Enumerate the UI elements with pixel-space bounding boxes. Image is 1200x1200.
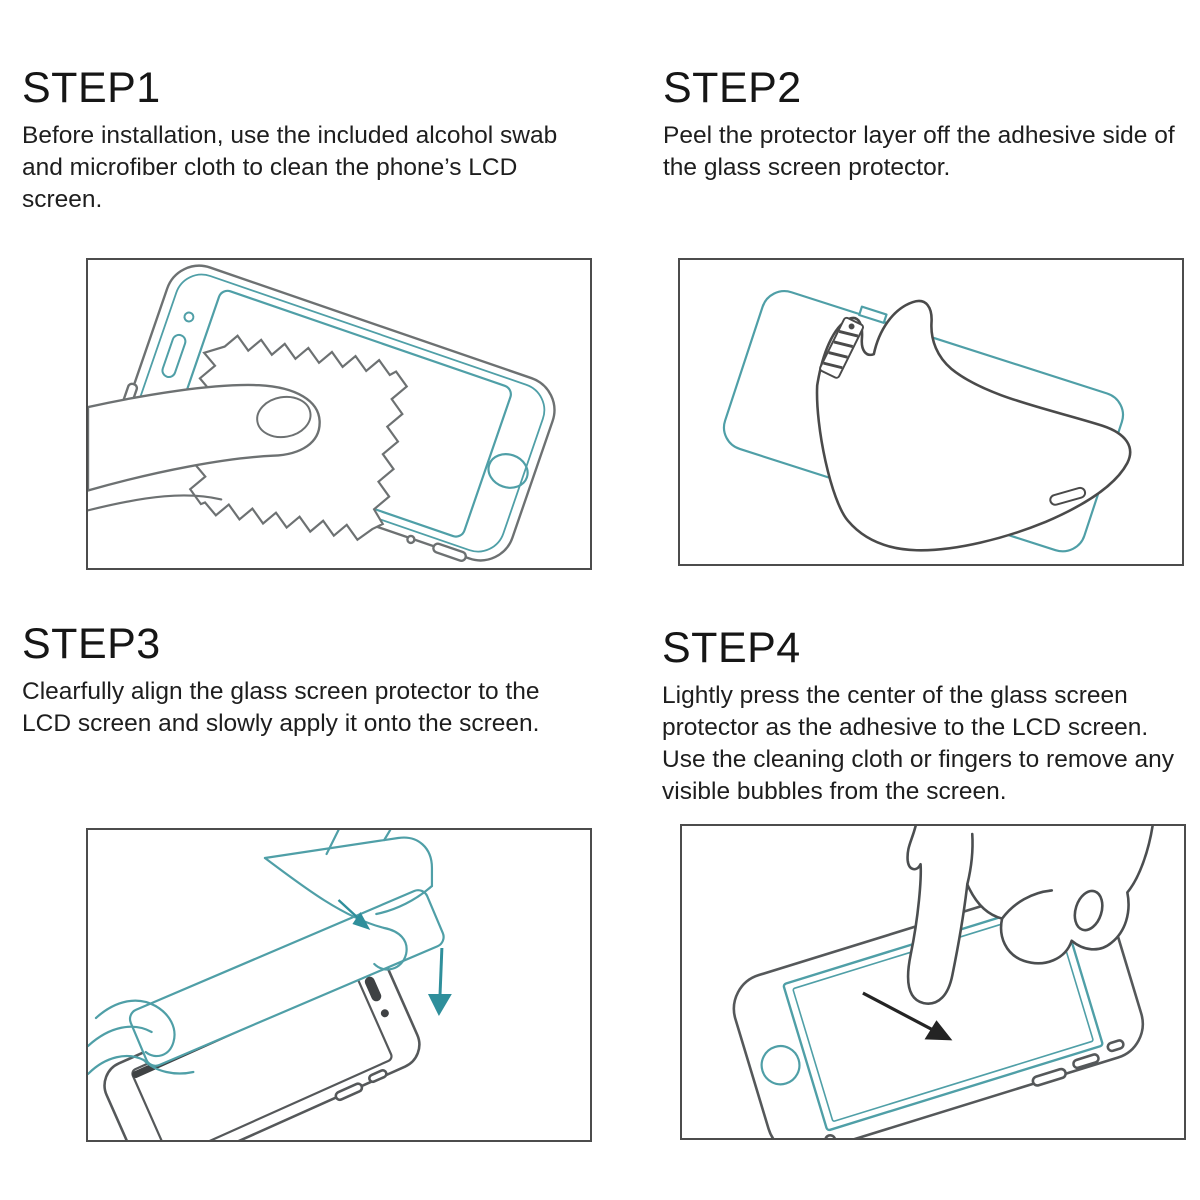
protector-film: [817, 301, 1130, 550]
speaker-cutout: [859, 307, 886, 323]
step4-title: STEP4: [662, 624, 801, 672]
step4-section: [662, 626, 1196, 808]
mic-dot: [406, 535, 415, 544]
step1-section: [22, 66, 574, 216]
step1-description: Before installation, use the included alcohol swab and microfiber cloth to clean the phone’s LCD screen.: [22, 122, 558, 214]
step1-illustration: [86, 258, 592, 570]
step4-illustration: [680, 824, 1186, 1140]
step2-description: Peel the protector layer off the adhesive side of the glass screen protector.: [663, 122, 1175, 182]
step1-title: STEP1: [22, 64, 161, 112]
step2-title: STEP2: [663, 64, 802, 112]
step3-title: STEP3: [22, 620, 161, 668]
step3-description: Clearfully align the glass screen protector to the LCD screen and slowly apply it onto the screen.: [22, 678, 540, 738]
step3-illustration: [86, 828, 592, 1142]
step4-description: Lightly press the center of the glass screen protector as the adhesive to the LCD screen. Use the cleaning cloth or fingers to remove any visible bubbles from the screen.: [662, 682, 1175, 806]
step3-section: [22, 622, 574, 740]
step2-illustration: [678, 258, 1184, 566]
step2-section: [663, 66, 1197, 184]
